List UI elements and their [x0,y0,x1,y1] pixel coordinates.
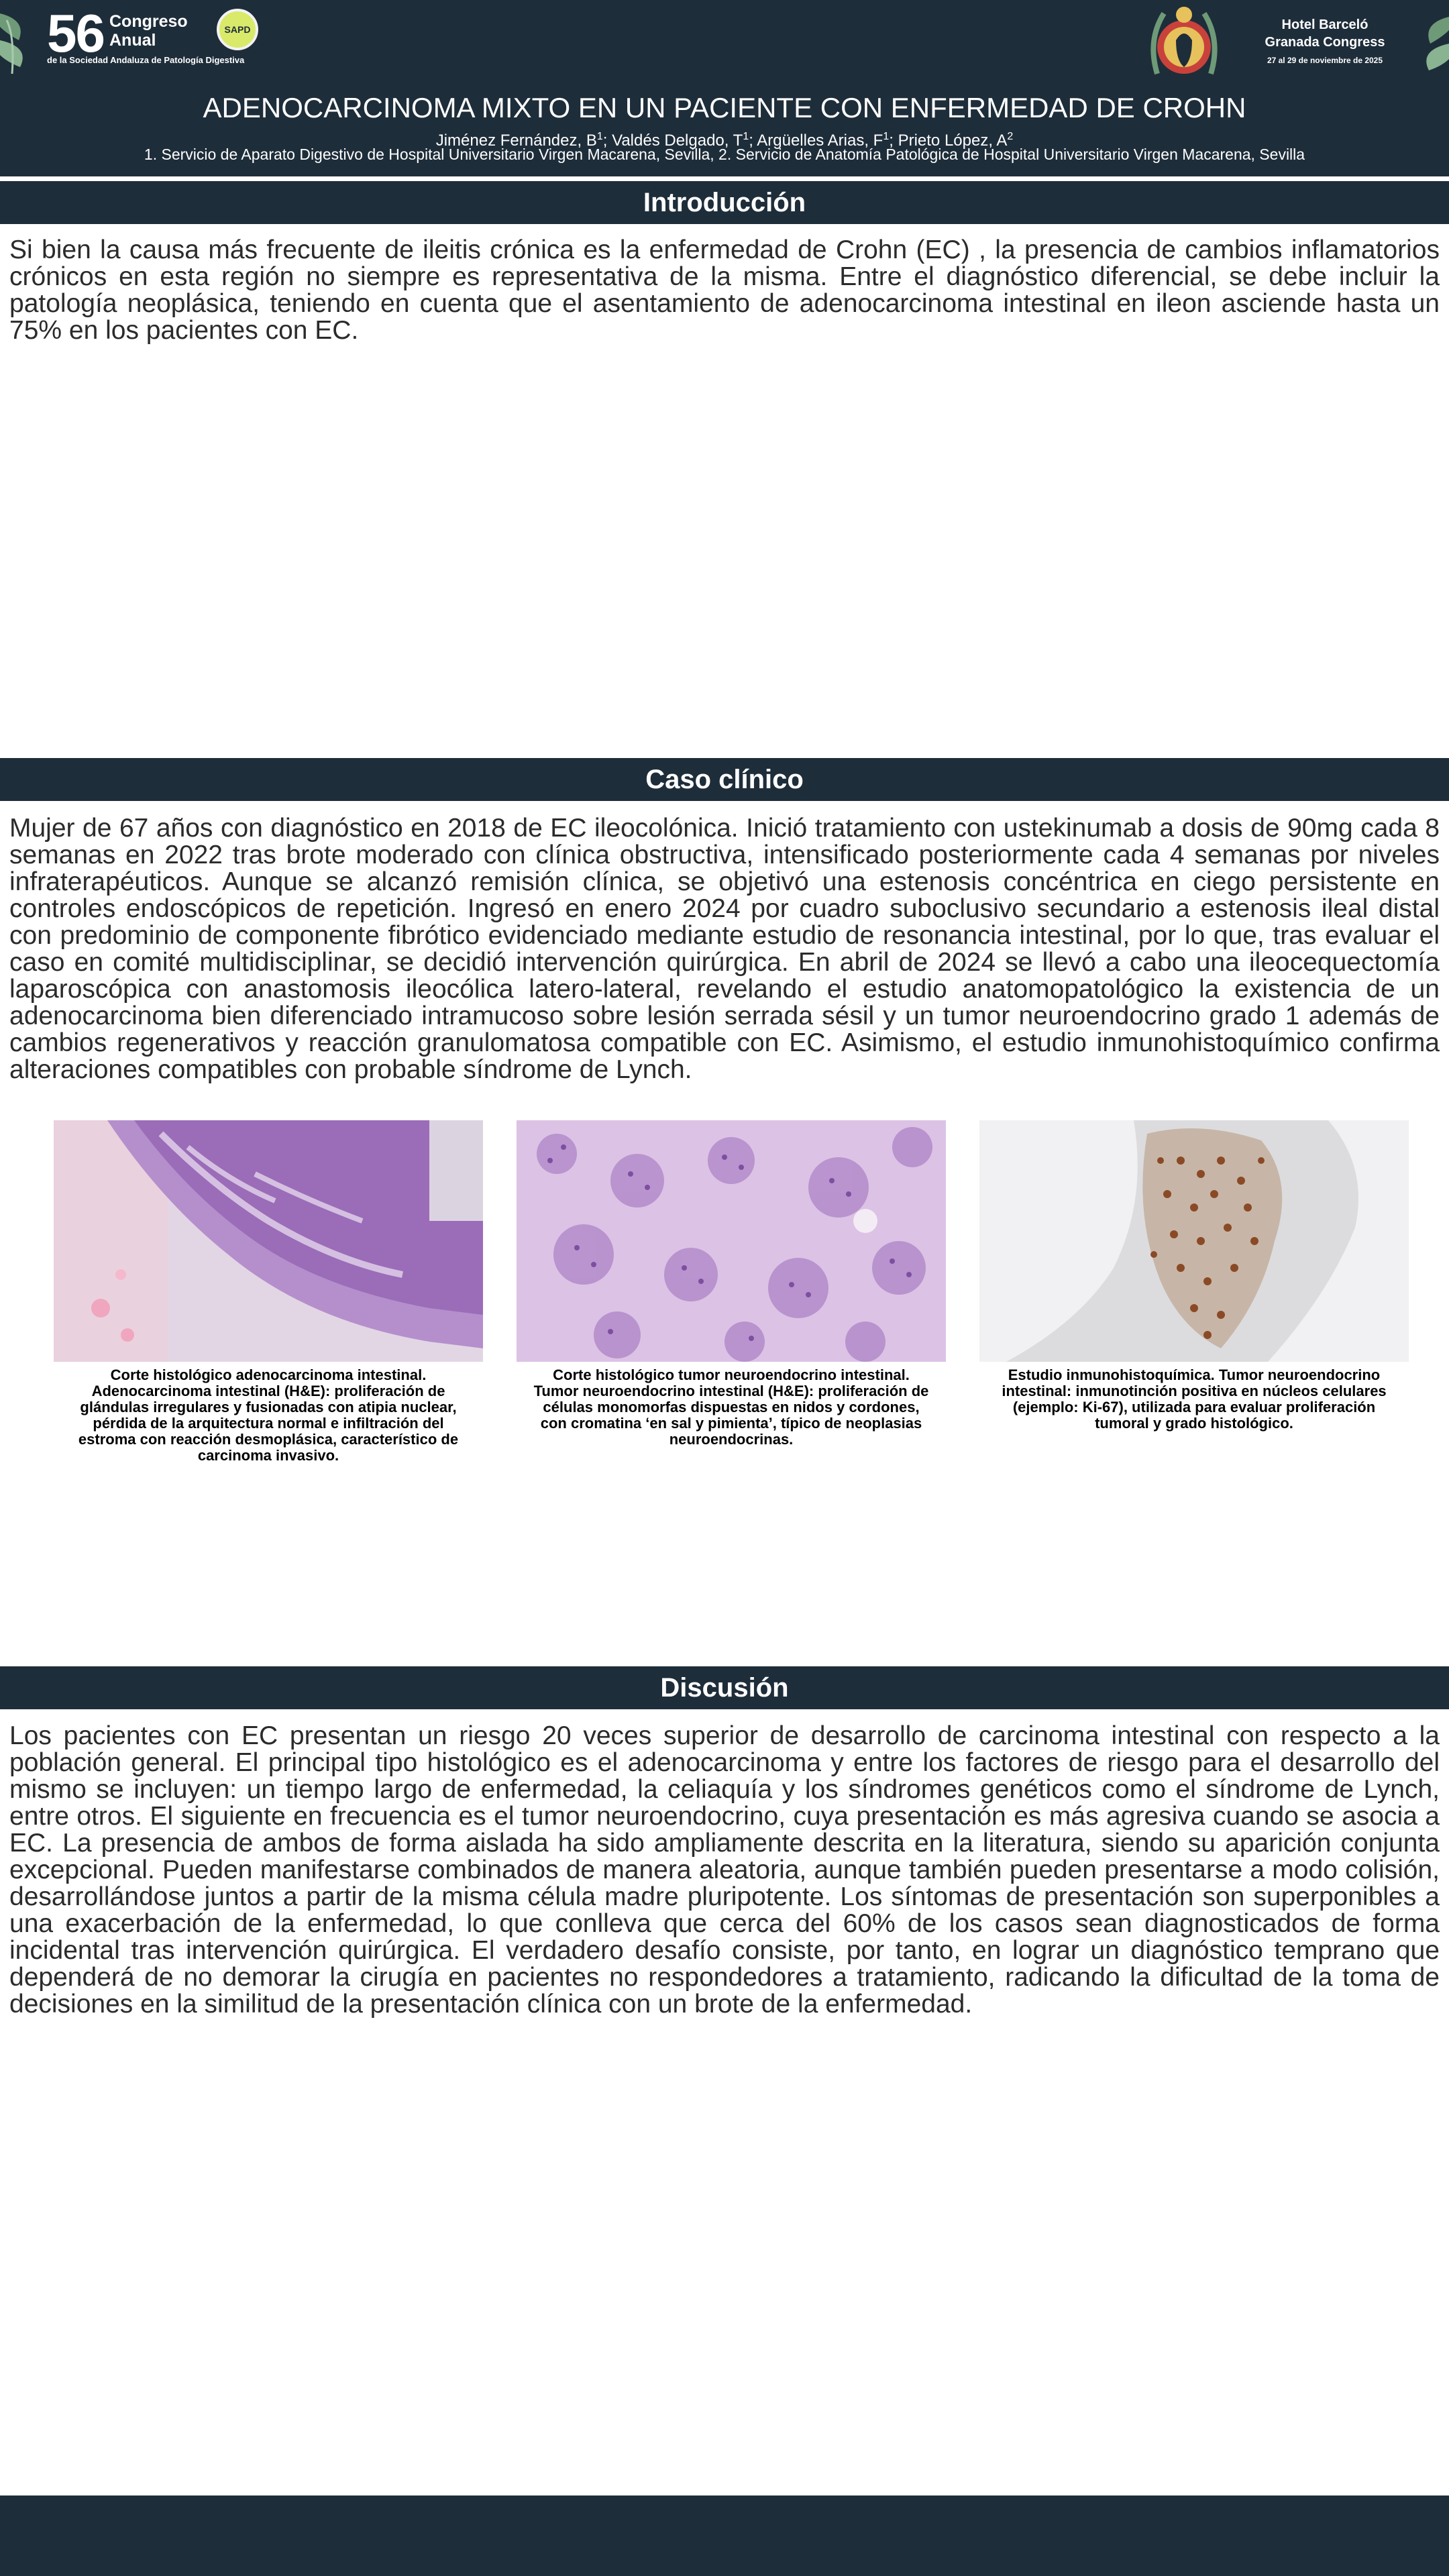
intro-paragraph: Si bien la causa más frecuente de ileitis crónica es la enfermedad de Crohn (EC) , la presencia de cambios inflamatorios crónicos en esta región no siempre es representativa de la misma. Entre el diagnóstico diferencial, se debe incluir la patología neoplásica, teniendo en cuenta que el asentamiento de adenocarcinoma intestinal en ileon asciende hasta un 75% en los pacientes con EC. [9,235,1440,345]
author-affiliation-mark: 1 [743,131,749,142]
author-affiliation-mark: 1 [883,131,890,142]
author-list: Jiménez Fernández, $B^1$; Valdés Delgado, $T^1$; Argüelles Arias, $F^1$; Prieto López, $A^2$ [435,131,1014,150]
leaf-decoration-left-icon [0,0,40,80]
poster-footer [0,2496,1449,2576]
figure-caption: Corte histológico adenocarcinoma intestinal. Adenocarcinoma intestinal (H&E): proliferación de glándulas irregulares y fusionadas con atipia nuclear, pérdida de la arquitectura normal e infiltración del estroma con reacción desmoplásica, característico de carcinoma invasivo. [78,1366,459,1464]
poster-header [0,0,1449,176]
leaf-decoration-right-icon [1415,0,1449,80]
sapd-logo [217,9,258,50]
figure-adenocarcinoma-he [54,1120,483,1362]
figure-caption: Corte histológico tumor neuroendocrino intestinal. Tumor neuroendocrino intestinal (H&E): proliferación de células monomorfas dispuestas en nidos y cordones, con cromatina ‘en sal y pimienta’, típico de neoplasias neuroendocrinas. [533,1366,929,1448]
congress-label-text: Congreso Anual [109,12,188,50]
author-name: Argüelles Arias, F [757,131,883,150]
venue-place: Granada Congress [1265,35,1385,50]
affiliations: 1. Servicio de Aparato Digestivo de Hospital Universitario Virgen Macarena, Sevilla, 2. Servicio de Anatomía Patológica de Hospital Universitario Virgen Macarena, Sevilla [144,146,1305,163]
section-heading-caso-clinico: Caso clínico [0,758,1449,801]
figure-ihc-ki67 [979,1120,1409,1362]
section-heading-introduccion: Introducción [0,181,1449,224]
sapd-logo-text: SAPD [224,24,251,35]
case-paragraph: Mujer de 67 años con diagnóstico en 2018 de EC ileocolónica. Inició tratamiento con ustekinumab a dosis de 90mg cada 8 semanas en 2022 tras brote moderado con clínica obstructiva, intensificado posteriormente cada 4 semanas por niveles infraterapéuticos. Aunque se alcanzó remisión clínica, se objetivó una estenosis concéntrica en ciego persistente en controles endoscópicos de repetición. Ingresó en enero 2024 por cuadro suboclusivo secundario a estenosis ileal distal con predominio de componente fibrótico evidenciado mediante estudio de resonancia intestinal, por lo que, tras evaluar el caso en comité multidisciplinar, se decidió intervención quirúrgica. En abril de 2024 se llevó a cabo una ileocequectomía laparoscópica con anastomosis ileocólica latero-lateral, revelando el estudio anatomopatológico la existencia de un adenocarcinoma bien diferenciado intramucoso sobre lesión serrada sésil y un tumor neuroendocrino grado 1 además de cambios regenerativos y reacción granulomatosa compatible con EC. Asimismo, el estudio inmunohistoquímico confirma alteraciones compatibles con probable síndrome de Lynch. [9,814,1440,1084]
congress-number: 56 [47,3,104,63]
figure-caption: Estudio inmunohistoquímica. Tumor neuroendocrino intestinal: inmunotinción positiva en núcleos celulares (ejemplo: Ki-67), utilizada para evaluar proliferación tumoral y grado histológico. [1002,1366,1387,1432]
author-affiliation-mark: 2 [1007,131,1014,142]
author-name: Valdés Delgado, T [612,131,743,150]
society-name: de la Sociedad Andaluza de Patología Digestiva [47,55,245,65]
poster-title: ADENOCARCINOMA MIXTO EN UN PACIENTE CON ENFERMEDAD DE CROHN [203,92,1246,123]
venue-name: Hotel Barceló [1281,17,1368,32]
congress-label [109,12,188,50]
venue-block [1234,16,1415,67]
author-affiliation-mark: 1 [596,131,603,142]
congress-dates: 27 al 29 de noviembre de 2025 [1267,56,1383,65]
congress-emblem-icon [1144,0,1224,83]
section-heading-discusion: Discusión [0,1666,1449,1709]
author-name: Jiménez Fernández, B [435,131,597,150]
figure-neuroendocrine-he [517,1120,946,1362]
discussion-paragraph: Los pacientes con EC presentan un riesgo 20 veces superior de desarrollo de carcinoma intestinal con respecto a la población general. El principal tipo histológico es el adenocarcinoma y entre los factores de riesgo para el desarrollo del mismo se incluyen: un tiempo largo de enfermedad, la celiaquía y los síndromes genéticos como el síndrome de Lynch, entre otros. El siguiente en frecuencia es el tumor neuroendocrino, cuya presentación es más agresiva cuando se asocia a EC. La presencia de ambos de forma aislada ha sido ampliamente descrita en la literatura, siendo su aparición conjunta excepcional. Pueden manifestarse combinados de manera aleatoria, aunque también pueden presentarse a modo colisión, desarrollándose juntos a partir de la misma célula madre pluripotente. Los síntomas de presentación son superponibles a una exacerbación de la enfermedad, lo que conlleva que cerca del 60% de los casos sean diagnosticados de forma incidental tras intervención quirúrgica. El verdadero desafío consiste, por tanto, en lograr un diagnóstico temprano que dependerá de no demorar la cirugía en pacientes no respondedores a tratamiento, radicando la dificultad de la toma de decisiones en la similitud de la presentación clínica con un brote de la enfermedad. [9,1721,1440,2019]
author-name: Prieto López, A [898,131,1008,150]
